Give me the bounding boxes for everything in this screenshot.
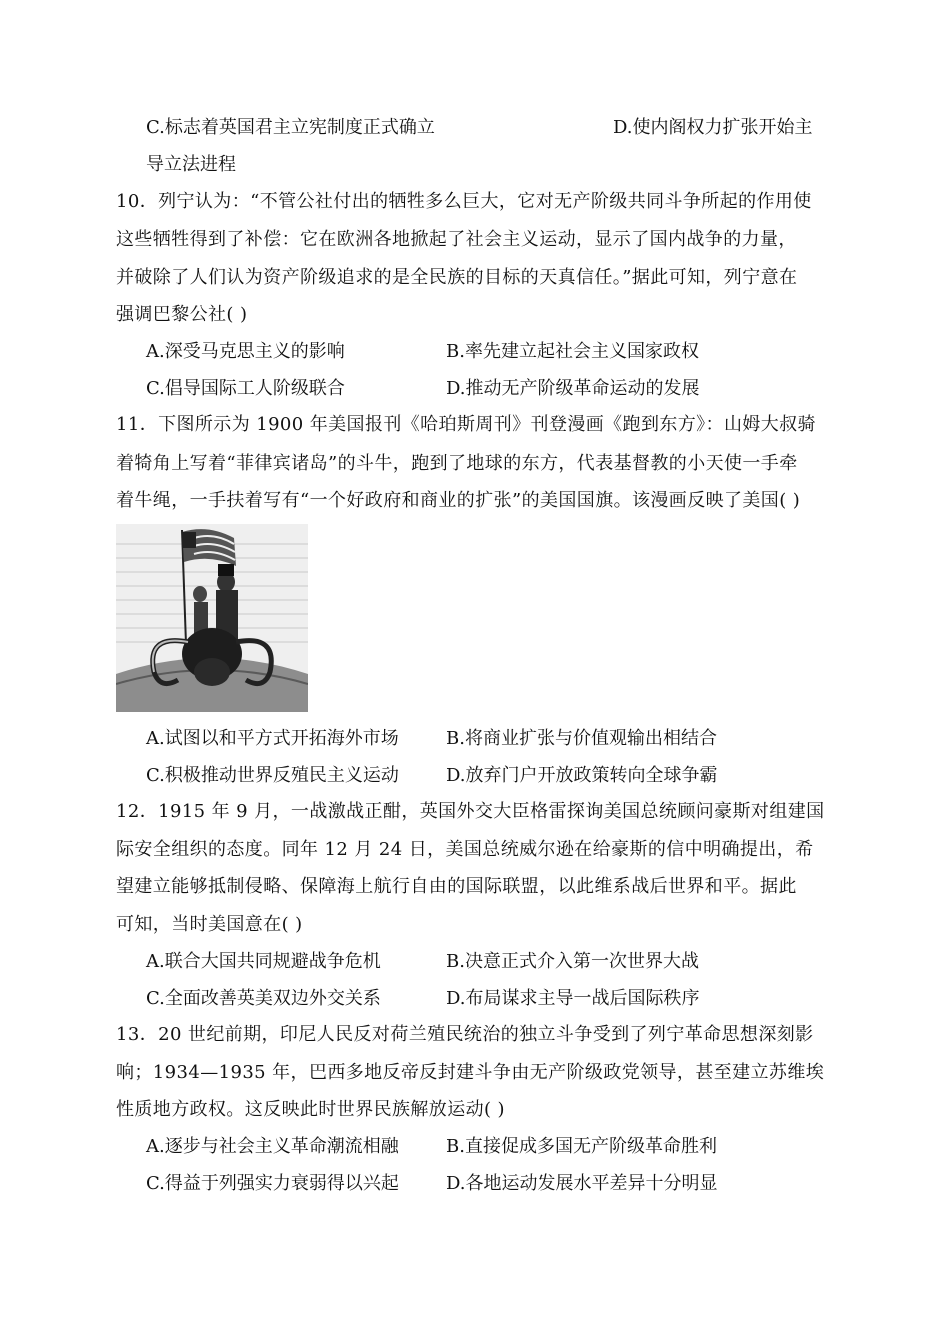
q10-option-a: A.深受马克思主义的影响 [146,341,345,362]
q11-option-c: C.积极推动世界反殖民主义运动 [146,765,399,786]
q12-stem-line-4: 可知，当时美国意在( ) [116,914,303,935]
q11-stem-line-2: 着犄角上写着“菲律宾诸岛”的斗牛，跑到了地球的东方，代表基督教的小天使一手牵 [116,453,798,474]
q11-stem-line-3: 着牛绳，一手扶着写有“一个好政府和商业的扩张”的美国国旗。该漫画反映了美国( ) [116,490,801,511]
q12-stem-line-3: 望建立能够抵制侵略、保障海上航行自由的国际联盟，以此维系战后世界和平。据此 [116,876,797,897]
q10-stem-line-3: 并破除了人们认为资产阶级追求的是全民族的目标的天真信任。”据此可知，列宁意在 [116,267,798,288]
q10-stem-line-2: 这些牺牲得到了补偿：它在欧洲各地掀起了社会主义运动，显示了国内战争的力量， [116,229,797,250]
q10-stem-line-4: 强调巴黎公社( ) [116,304,248,325]
q11-stem-line-1: 11．下图所示为 1900 年美国报刊《哈珀斯周刊》刊登漫画《跑到东方》：山姆大叔骑 [116,414,816,435]
q13-stem-line-2: 响；1934—1935 年，巴西多地反帝反封建斗争由无产阶级政党领导，甚至建立苏维埃 [116,1062,825,1083]
q10-option-c: C.倡导国际工人阶级联合 [146,378,345,399]
q12-stem-line-1: 12．1915 年 9 月，一战激战正酣，英国外交大臣格雷探询美国总统顾问豪斯对组建国 [116,801,825,822]
q11-option-b: B.将商业扩张与价值观输出相结合 [446,728,717,749]
q10-option-d: D.推动无产阶级革命运动的发展 [446,378,700,399]
q10-stem-line-1: 10．列宁认为：“不管公社付出的牺牲多么巨大，它对无产阶级共同斗争所起的作用使 [116,191,812,212]
q11-option-d: D.放弃门户开放政策转向全球争霸 [446,765,718,786]
q12-option-b: B.决意正式介入第一次世界大战 [446,951,699,972]
q13-stem-line-3: 性质地方政权。这反映此时世界民族解放运动( ) [116,1099,505,1120]
cartoon-illustration [116,524,308,712]
q12-option-d: D.布局谋求主导一战后国际秩序 [446,988,700,1009]
q11-option-a: A.试图以和平方式开拓海外市场 [146,728,399,749]
q12-stem-line-2: 际安全组织的态度。同年 12 月 24 日，美国总统威尔逊在给豪斯的信中明确提出，希 [116,839,814,860]
q9-option-d: D.使内阁权力扩张开始主 [613,117,813,138]
q12-option-c: C.全面改善英美双边外交关系 [146,988,381,1009]
q13-option-c: C.得益于列强实力衰弱得以兴起 [146,1173,399,1194]
q10-option-b: B.率先建立起社会主义国家政权 [446,341,699,362]
q13-option-b: B.直接促成多国无产阶级革命胜利 [446,1136,717,1157]
q9-option-c: C.标志着英国君主立宪制度正式确立 [146,117,435,138]
q13-option-a: A.逐步与社会主义革命潮流相融 [146,1136,399,1157]
q9-option-d-continuation: 导立法进程 [146,154,236,175]
q12-option-a: A.联合大国共同规避战争危机 [146,951,381,972]
q13-stem-line-1: 13．20 世纪前期，印尼人民反对荷兰殖民统治的独立斗争受到了列宁革命思想深刻影 [116,1024,814,1045]
q13-option-d: D.各地运动发展水平差异十分明显 [446,1173,718,1194]
